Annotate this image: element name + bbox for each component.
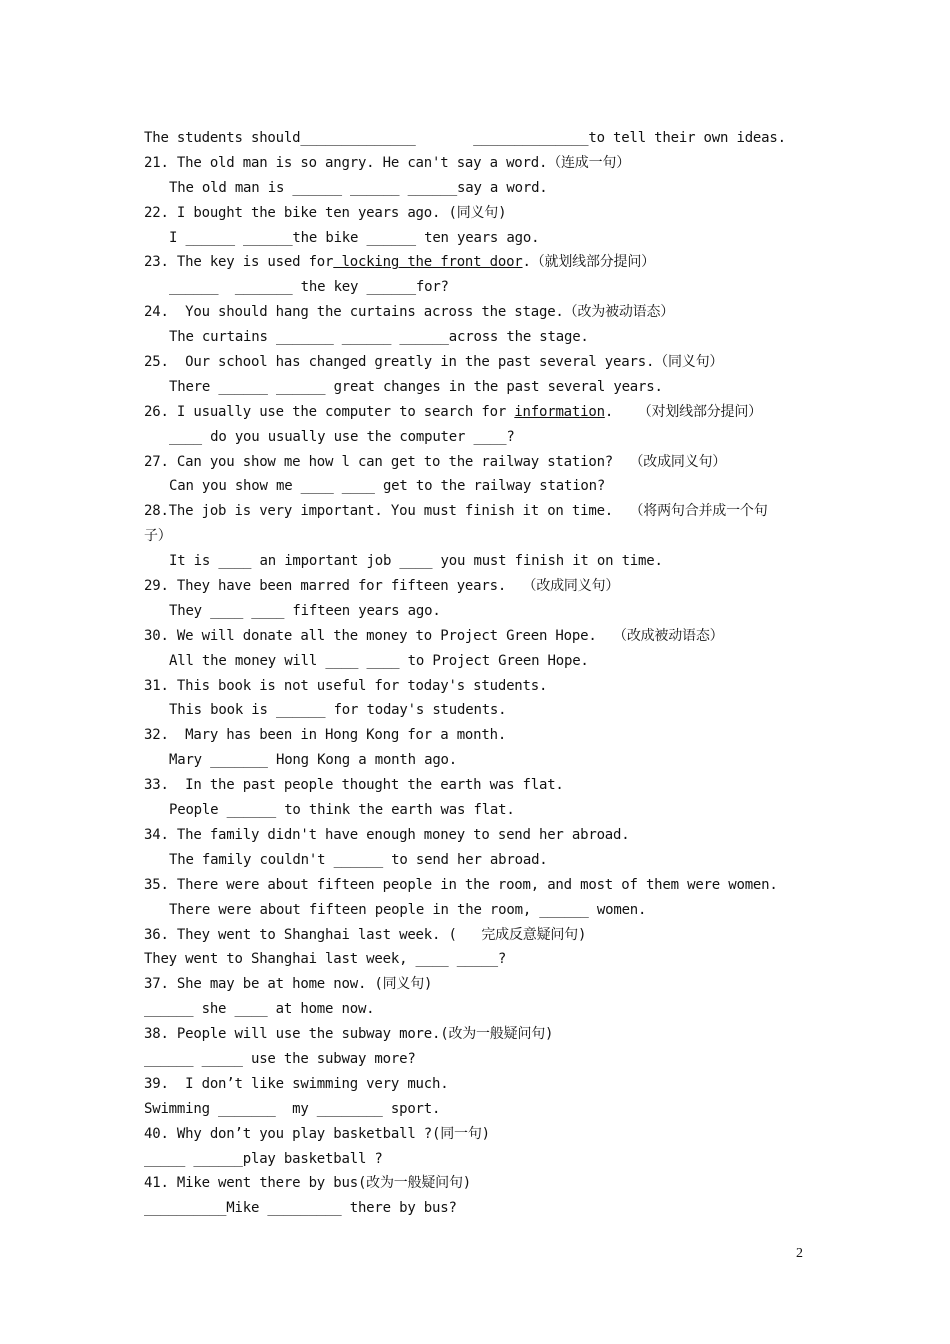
text-line [144, 450, 824, 475]
line-text: 27. Can you show me how l can get to the railway station? （改成同义句） [144, 453, 727, 470]
text-line [144, 1097, 824, 1122]
text-line [144, 325, 824, 350]
line-text: __________Mike _________ there by bus? [144, 1200, 457, 1217]
line-text: 29. They have been marred for fifteen years. （改成同义句） [144, 578, 620, 595]
text-line [144, 624, 824, 649]
text-line [144, 947, 824, 972]
line-text: 37. She may be at home now. (同义句) [144, 976, 433, 993]
text-line [144, 1147, 824, 1172]
text-line [144, 1196, 824, 1221]
text-line [144, 474, 824, 499]
line-text: Swimming _______ my ________ sport. [144, 1100, 441, 1117]
line-text: 36. They went to Shanghai last week. ( 完成反意疑问句) [144, 926, 587, 943]
text-line [144, 176, 824, 201]
line-text: There ______ ______ great changes in the past several years. [169, 378, 663, 395]
line-text: It is ____ an important job ____ you must finish it on time. [169, 553, 663, 570]
text-line [144, 425, 824, 450]
exercise-lines [144, 126, 824, 1221]
line-text: 39. I don’t like swimming very much. [144, 1075, 449, 1092]
line-text: 26. I usually use the computer to search for [144, 403, 515, 420]
line-text: 38. People will use the subway more.(改为一般疑问句) [144, 1026, 554, 1043]
text-line [144, 350, 824, 375]
text-line [144, 898, 824, 923]
text-line [144, 226, 824, 251]
line-text: They went to Shanghai last week, ____ _____? [144, 951, 507, 968]
text-line [144, 126, 824, 151]
line-text: 40. Why don’t you play basketball ?(同一句) [144, 1125, 490, 1142]
line-text: 子） [144, 528, 172, 545]
text-line [144, 823, 824, 848]
text-line [144, 201, 824, 226]
line-text: They ____ ____ fifteen years ago. [169, 602, 441, 619]
text-line [144, 748, 824, 773]
text-line [144, 773, 824, 798]
text-line [144, 972, 824, 997]
line-text: The curtains _______ ______ ______across the stage. [169, 329, 589, 346]
text-line [144, 1047, 824, 1072]
text-line [144, 873, 824, 898]
underlined-text: locking the front door [333, 254, 523, 271]
text-line [144, 674, 824, 699]
line-text: The students should______________ ______________to tell their own ideas. [144, 130, 786, 146]
text-line [144, 848, 824, 873]
text-line [144, 649, 824, 674]
line-text: 31. This book is not useful for today's students. [144, 677, 548, 694]
text-line [144, 1022, 824, 1047]
text-line [144, 698, 824, 723]
line-text: 32. Mary has been in Hong Kong for a month. [144, 727, 507, 744]
line-text: The family couldn't ______ to send her abroad. [169, 851, 548, 868]
text-line [144, 1072, 824, 1097]
line-text: Mary _______ Hong Kong a month ago. [169, 752, 458, 769]
text-line [144, 923, 824, 948]
line-text: ______ she ____ at home now. [144, 1001, 375, 1018]
line-text: All the money will ____ ____ to Project Green Hope. [169, 652, 589, 669]
line-text: 23. The key is used for [144, 254, 334, 271]
line-text: 24. You should hang the curtains across the stage.（改为被动语态） [144, 304, 675, 321]
line-text: 28.The job is very important. You must finish it on time. （将两句合并成一个句 [144, 503, 768, 520]
line-text: ______ _______ the key ______for? [169, 279, 449, 296]
text-line [144, 375, 824, 400]
line-text: 21. The old man is so angry. He can't say a word.（连成一句） [144, 154, 631, 171]
line-text: 35. There were about fifteen people in the room, and most of them were women. [144, 876, 778, 893]
text-line [144, 300, 824, 325]
text-line [144, 599, 824, 624]
line-text: Can you show me ____ ____ get to the railway station? [169, 478, 606, 495]
text-line [144, 250, 824, 275]
line-text: 33. In the past people thought the earth was flat. [144, 777, 564, 794]
line-text: ____ do you usually use the computer ____? [169, 428, 515, 445]
line-text: 34. The family didn't have enough money to send her abroad. [144, 826, 630, 843]
line-text: 22. I bought the bike ten years ago. (同义句) [144, 204, 507, 221]
line-text: . （对划线部分提问） [604, 403, 762, 420]
line-text: .（就划线部分提问） [522, 254, 655, 271]
page-number: 2 [796, 1246, 803, 1261]
text-line [144, 723, 824, 748]
line-text: 25. Our school has changed greatly in the past several years.（同义句） [144, 354, 724, 371]
text-line [144, 798, 824, 823]
text-line [144, 499, 824, 524]
text-line [144, 400, 824, 425]
line-text: ______ _____ use the subway more? [144, 1050, 416, 1067]
line-text: This book is ______ for today's students. [169, 702, 507, 719]
text-line [144, 275, 824, 300]
line-text: 30. We will donate all the money to Project Green Hope. （改成被动语态） [144, 627, 724, 644]
line-text: The old man is ______ ______ ______say a word. [169, 179, 548, 196]
line-text: _____ ______play basketball ? [144, 1150, 383, 1167]
line-text: There were about fifteen people in the room, ______ women. [169, 901, 647, 918]
text-line [144, 574, 824, 599]
line-text: 41. Mike went there by bus(改为一般疑问句) [144, 1175, 472, 1192]
text-line [144, 151, 824, 176]
underlined-text: information [514, 403, 605, 420]
text-line [144, 1171, 824, 1196]
text-line [144, 997, 824, 1022]
text-line [144, 1122, 824, 1147]
text-line [144, 524, 824, 549]
text-line [144, 549, 824, 574]
line-text: I ______ ______the bike ______ ten years ago. [169, 229, 540, 246]
line-text: People ______ to think the earth was flat. [169, 802, 515, 819]
